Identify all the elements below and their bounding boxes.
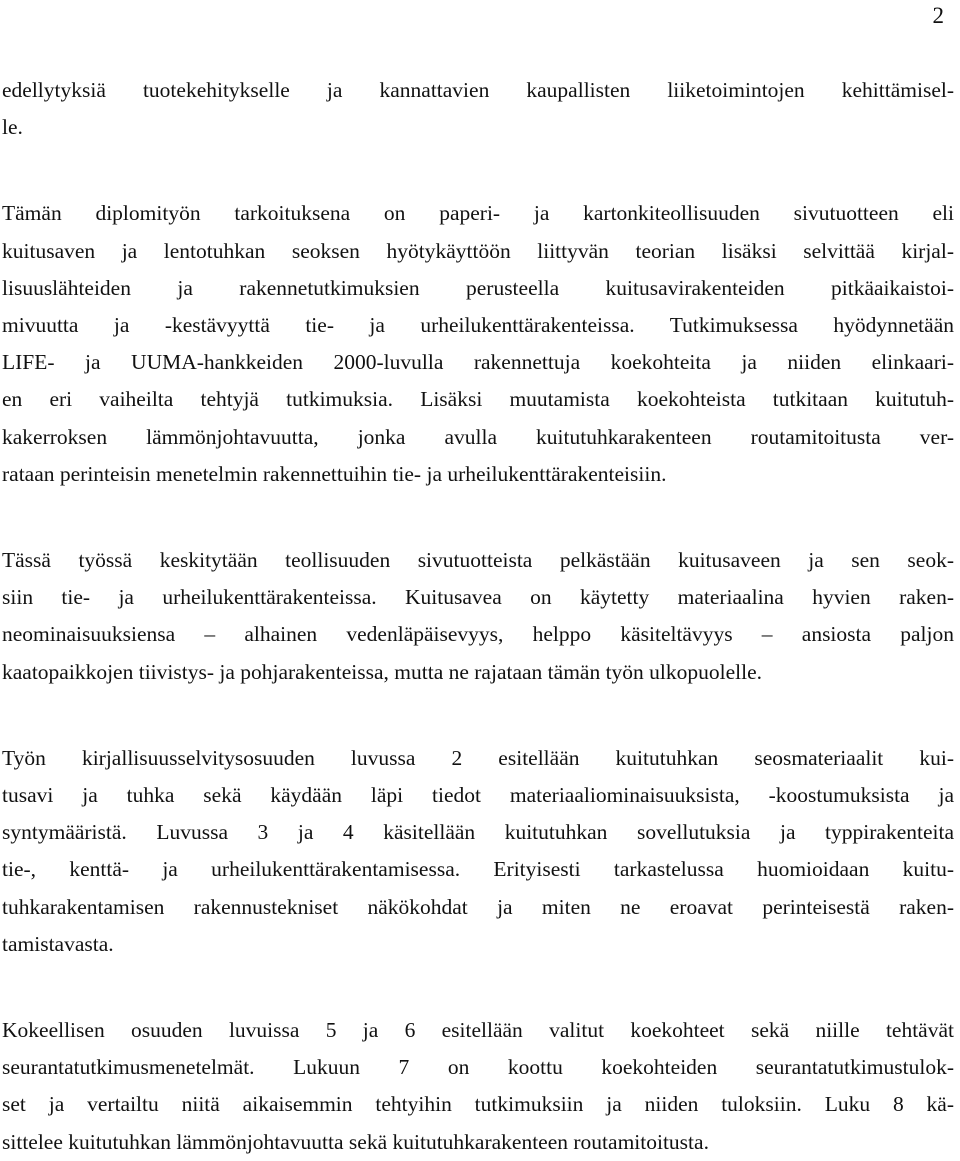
text-line: kaatopaikkojen tiivistys- ja pohjarakenteissa, mutta ne rajataan tämän työn ulkopuolelle. bbox=[2, 659, 763, 684]
page-number: 2 bbox=[932, 3, 944, 28]
text-line: set ja vertailtu niitä aikaisemmin tehtyihin tutkimuksiin ja niiden tuloksiin. Luku 8 kä- bbox=[2, 1092, 954, 1117]
document-body bbox=[2, 72, 954, 1161]
text-line: mivuutta ja -kestävyyttä tie- ja urheilukenttärakenteissa. Tutkimuksessa hyödynnetään bbox=[2, 313, 954, 338]
text-line: Kokeellisen osuuden luvuissa 5 ja 6 esitellään valitut koekohteet sekä niille tehtävät bbox=[2, 1018, 954, 1043]
text-line: edellytyksiä tuotekehitykselle ja kannattavien kaupallisten liiketoimintojen kehittämisel- bbox=[2, 78, 954, 102]
text-line: rataan perinteisin menetelmin rakennettuihin tie- ja urheilukenttärakenteisiin. bbox=[2, 461, 667, 486]
paragraph-4 bbox=[2, 740, 954, 963]
text-line: sittelee kuitutuhkan lämmönjohtavuutta sekä kuitutuhkarakenteen routamitoitusta. bbox=[2, 1129, 709, 1154]
text-line: neominaisuuksiensa – alhainen vedenläpäisevyys, helppo käsiteltävyys – ansiosta paljon bbox=[2, 622, 954, 647]
text-line: le. bbox=[2, 115, 23, 140]
text-line: siin tie- ja urheilukenttärakenteissa. Kuitusavea on käytetty materiaalina hyvien raken- bbox=[2, 585, 954, 610]
text-line: lisuuslähteiden ja rakennetutkimuksien perusteella kuitusavirakenteiden pitkäaikaistoi- bbox=[2, 275, 954, 300]
paragraph-5 bbox=[2, 1012, 954, 1161]
text-line: Tässä työssä keskitytään teollisuuden sivutuotteista pelkästään kuitusaveen ja sen seok- bbox=[2, 548, 954, 573]
text-line: kakerroksen lämmönjohtavuutta, jonka avulla kuitutuhkarakenteen routamitoitusta ver- bbox=[2, 424, 954, 449]
text-line: en eri vaiheilta tehtyjä tutkimuksia. Lisäksi muutamista koekohteista tutkitaan kuitutuh- bbox=[2, 387, 954, 412]
paragraph-1 bbox=[2, 72, 954, 146]
text-line: tamistavasta. bbox=[2, 931, 114, 956]
paragraph-2 bbox=[2, 195, 954, 493]
text-line: kuitusaven ja lentotuhkan seoksen hyötykäyttöön liittyvän teorian lisäksi selvittää kirjal- bbox=[2, 238, 954, 263]
text-line: tie-, kenttä- ja urheilukenttärakentamisessa. Erityisesti tarkastelussa huomioidaan kuitu- bbox=[2, 857, 954, 882]
text-line: tusavi ja tuhka sekä käydään läpi tiedot materiaaliominaisuuksista, -koostumuksista ja bbox=[2, 783, 954, 808]
text-line: syntymääristä. Luvussa 3 ja 4 käsitellään kuitutuhkan sovellutuksia ja typpirakenteita bbox=[2, 820, 954, 845]
text-line: tuhkarakentamisen rakennustekniset näkökohdat ja miten ne eroavat perinteisestä raken- bbox=[2, 894, 954, 919]
text-line: seurantatutkimusmenetelmät. Lukuun 7 on koottu koekohteiden seurantatutkimustulok- bbox=[2, 1055, 954, 1080]
paragraph-3 bbox=[2, 542, 954, 691]
text-line: LIFE- ja UUMA-hankkeiden 2000-luvulla rakennettuja koekohteita ja niiden elinkaari- bbox=[2, 350, 954, 375]
text-line: Työn kirjallisuusselvitysosuuden luvussa 2 esitellään kuitutuhkan seosmateriaalit kui- bbox=[2, 745, 954, 770]
text-line: Tämän diplomityön tarkoituksena on paperi- ja kartonkiteollisuuden sivutuotteen eli bbox=[2, 201, 954, 226]
